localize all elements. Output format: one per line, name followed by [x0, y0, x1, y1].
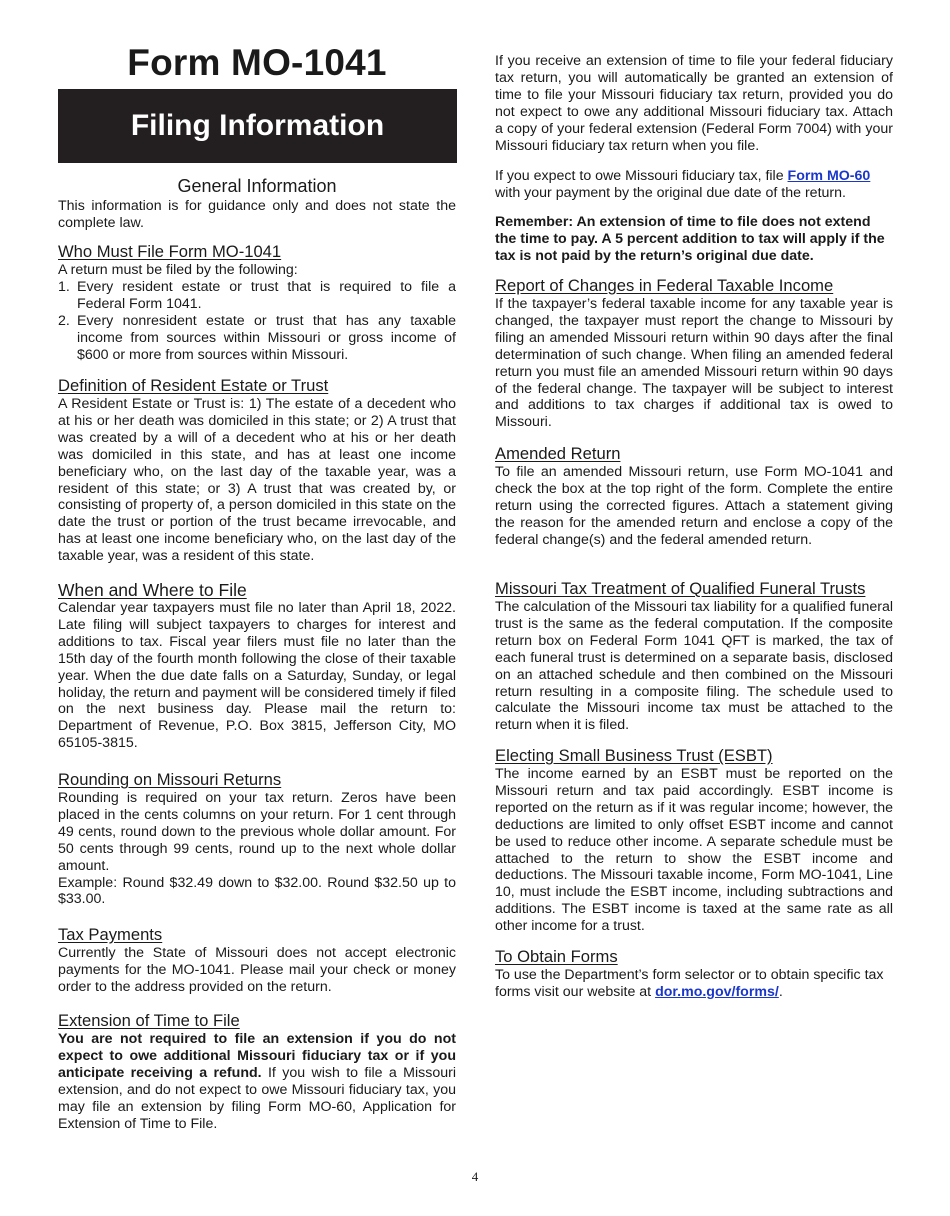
resident-definition-section: [58, 376, 456, 565]
tax-payments-section: [58, 925, 456, 996]
section-body: Calendar year taxpayers must file no later than April 18, 2022. Late filing will subject taxpayers to charges for interest and additions to tax. Fiscal year filers must file no later than the 15th day of the fourth month following the close of their taxable year. When the due date falls on a Saturday, Sunday, or legal holiday, the return and payment will be considered timely if filed on the next business day. Please mail the return to: Department of Revenue, P.O. Box 3815, Jefferson City, MO 65105-3815.: [58, 600, 456, 752]
list-item: [58, 279, 456, 313]
page-number: 4: [471, 1169, 479, 1184]
banner-title: Filing Information: [130, 109, 385, 142]
section-heading: Tax Payments: [58, 925, 163, 944]
amended-return-section: [495, 444, 893, 549]
section-body: The calculation of the Missouri tax liability for a qualified funeral trust is the same as the federal computation. If the composite return box on Federal Form 1041 QFT is marked, the tax of each funeral trust is determined on a separate basis, disclosed on an attached schedule and then combined on the Missouri return resulting in a composite filing. The schedule used to calculate the Missouri income tax must be attached to the return when it is filed.: [495, 599, 893, 734]
intro-text: This information is for guidance only and does not state the complete law.: [58, 198, 456, 231]
filing-information-banner: [58, 89, 457, 163]
remember-notice: Remember: An extension of time to file does not extend the time to pay. A 5 percent addition to tax will apply if the tax is not paid by the return’s original due date.: [495, 214, 885, 264]
when-where-section: [58, 580, 456, 752]
section-heading: Report of Changes in Federal Taxable Income: [495, 276, 834, 295]
rounding-section: [58, 770, 456, 908]
extension-paragraph-1: If you receive an extension of time to file your federal fiduciary tax return, you will automatically be granted an extension of time to file your Missouri fiduciary tax return, provided you do not expect to owe any additional Missouri fiduciary tax. Attach a copy of your federal extension (Federal Form 7004) with your Missouri fiduciary tax return when you file.: [495, 53, 893, 154]
section-heading: Extension of Time to File: [58, 1011, 240, 1030]
list-text: Every resident estate or trust that is required to file a Federal Form 1041.: [77, 278, 456, 312]
list-text: Every nonresident estate or trust that has any taxable income from sources within Missouri or gross income of $600 or more from sources within Missouri.: [77, 312, 456, 363]
text-span: .: [778, 983, 783, 1000]
extension-section: [58, 1011, 456, 1132]
section-heading: Missouri Tax Treatment of Qualified Funeral Trusts: [495, 579, 866, 598]
section-body: If the taxpayer’s federal taxable income for any taxable year is changed, the taxpayer must report the change to Missouri by filing an amended Missouri return within 90 days after the final determination of such change. When filing an amended federal return you must file an amended Missouri return within 90 days of the federal change. The taxpayer will be subject to interest and additions to tax charges if additional tax is owed to Missouri.: [495, 296, 893, 431]
dor-forms-link[interactable]: dor.mo.gov/forms/: [655, 983, 779, 1000]
text-span: with your payment by the original due date of the return.: [495, 184, 846, 201]
list-number: 2.: [58, 312, 70, 329]
section-heading: To Obtain Forms: [495, 947, 618, 966]
extension-bold-text: You are not required to file an extension if you do not expect to owe additional Missouri fiduciary tax or if you anticipate receiving a refund.: [58, 1031, 456, 1081]
rounding-example: Example: Round $32.49 down to $32.00. Round $32.50 up to $33.00.: [58, 874, 456, 908]
section-heading: Amended Return: [495, 444, 621, 463]
list-number: 1.: [58, 278, 70, 295]
section-body: To file an amended Missouri return, use Form MO-1041 and check the box at the top right of the form. Complete the entire return using the corrected figures. Attach a statement giving the reason for the amended return and enclose a copy of the federal change(s) and the federal amended return.: [495, 464, 893, 548]
obtain-forms-section: [495, 947, 893, 1001]
filer-list: [58, 279, 456, 364]
section-heading: Electing Small Business Trust (ESBT): [495, 746, 773, 765]
section-body: Rounding is required on your tax return. Zeros have been placed in the cents columns on your return. For 1 cent through 49 cents, round down to the previous whole dollar amount. For 50 cents through 99 cents, round up to the next whole dollar amount.: [58, 790, 456, 874]
form-title: Form MO-1041: [127, 42, 387, 83]
form-mo-60-link[interactable]: Form MO-60: [787, 168, 871, 184]
extension-paragraph-2: [495, 168, 893, 202]
general-information-heading: General Information: [177, 176, 337, 196]
who-must-file-section: [58, 242, 456, 363]
section-body: The income earned by an ESBT must be reported on the Missouri return and tax paid accordingly. ESBT income is reported on the return as if it was regular income; however, the deductions are limited to only offset ESBT income and cannot be used to reduce other income. A separate schedule must be attached to the return to show the ESBT income and deductions. The Missouri taxable income, Form MO-1041, Line 10, must include the ESBT income, including subtractions and additions. The ESBT income is taxed at the same rate as all other income for a trust.: [495, 766, 893, 935]
section-body: Currently the State of Missouri does not accept electronic payments for the MO-1041. Please mail your check or money order to the address provided on the return.: [58, 945, 456, 995]
section-heading: Definition of Resident Estate or Trust: [58, 376, 329, 395]
list-item: [58, 313, 456, 364]
section-heading: Rounding on Missouri Returns: [58, 770, 282, 789]
section-body: A Resident Estate or Trust is: 1) The estate of a decedent who at his or her death was domiciled in this state; or 2) A trust that was created by a will of a decedent who at his or her death was domiciled in this state, and has at least one income beneficiary who, on the last day of the taxable year, was a resident of this state; or 3) A trust that was created by, or consisting of property of, a person domiciled in this state on the date the trust or portion of the trust became irrevocable, and has at least one income beneficiary who, on the last day of the taxable year, was a resident of this state.: [58, 396, 456, 565]
section-body: [58, 1031, 456, 1132]
funeral-trusts-section: [495, 579, 893, 734]
section-heading: Who Must File Form MO-1041: [58, 242, 282, 261]
section-heading: When and Where to File: [58, 580, 247, 600]
text-span: If you expect to owe Missouri fiduciary tax, file: [495, 168, 788, 184]
section-body: [495, 967, 893, 1001]
section-lead: A return must be filed by the following:: [58, 262, 298, 278]
esbt-section: [495, 746, 893, 935]
text-span: To use the Department’s form selector or to obtain specific tax forms visit our website at: [495, 967, 884, 1000]
report-changes-section: [495, 276, 893, 431]
extension-text: If you wish to file a Missouri extension, and do not expect to owe Missouri fiduciary tax, you may file an extension by filing Form MO-60, Application for Extension of Time to File.: [58, 1064, 457, 1132]
